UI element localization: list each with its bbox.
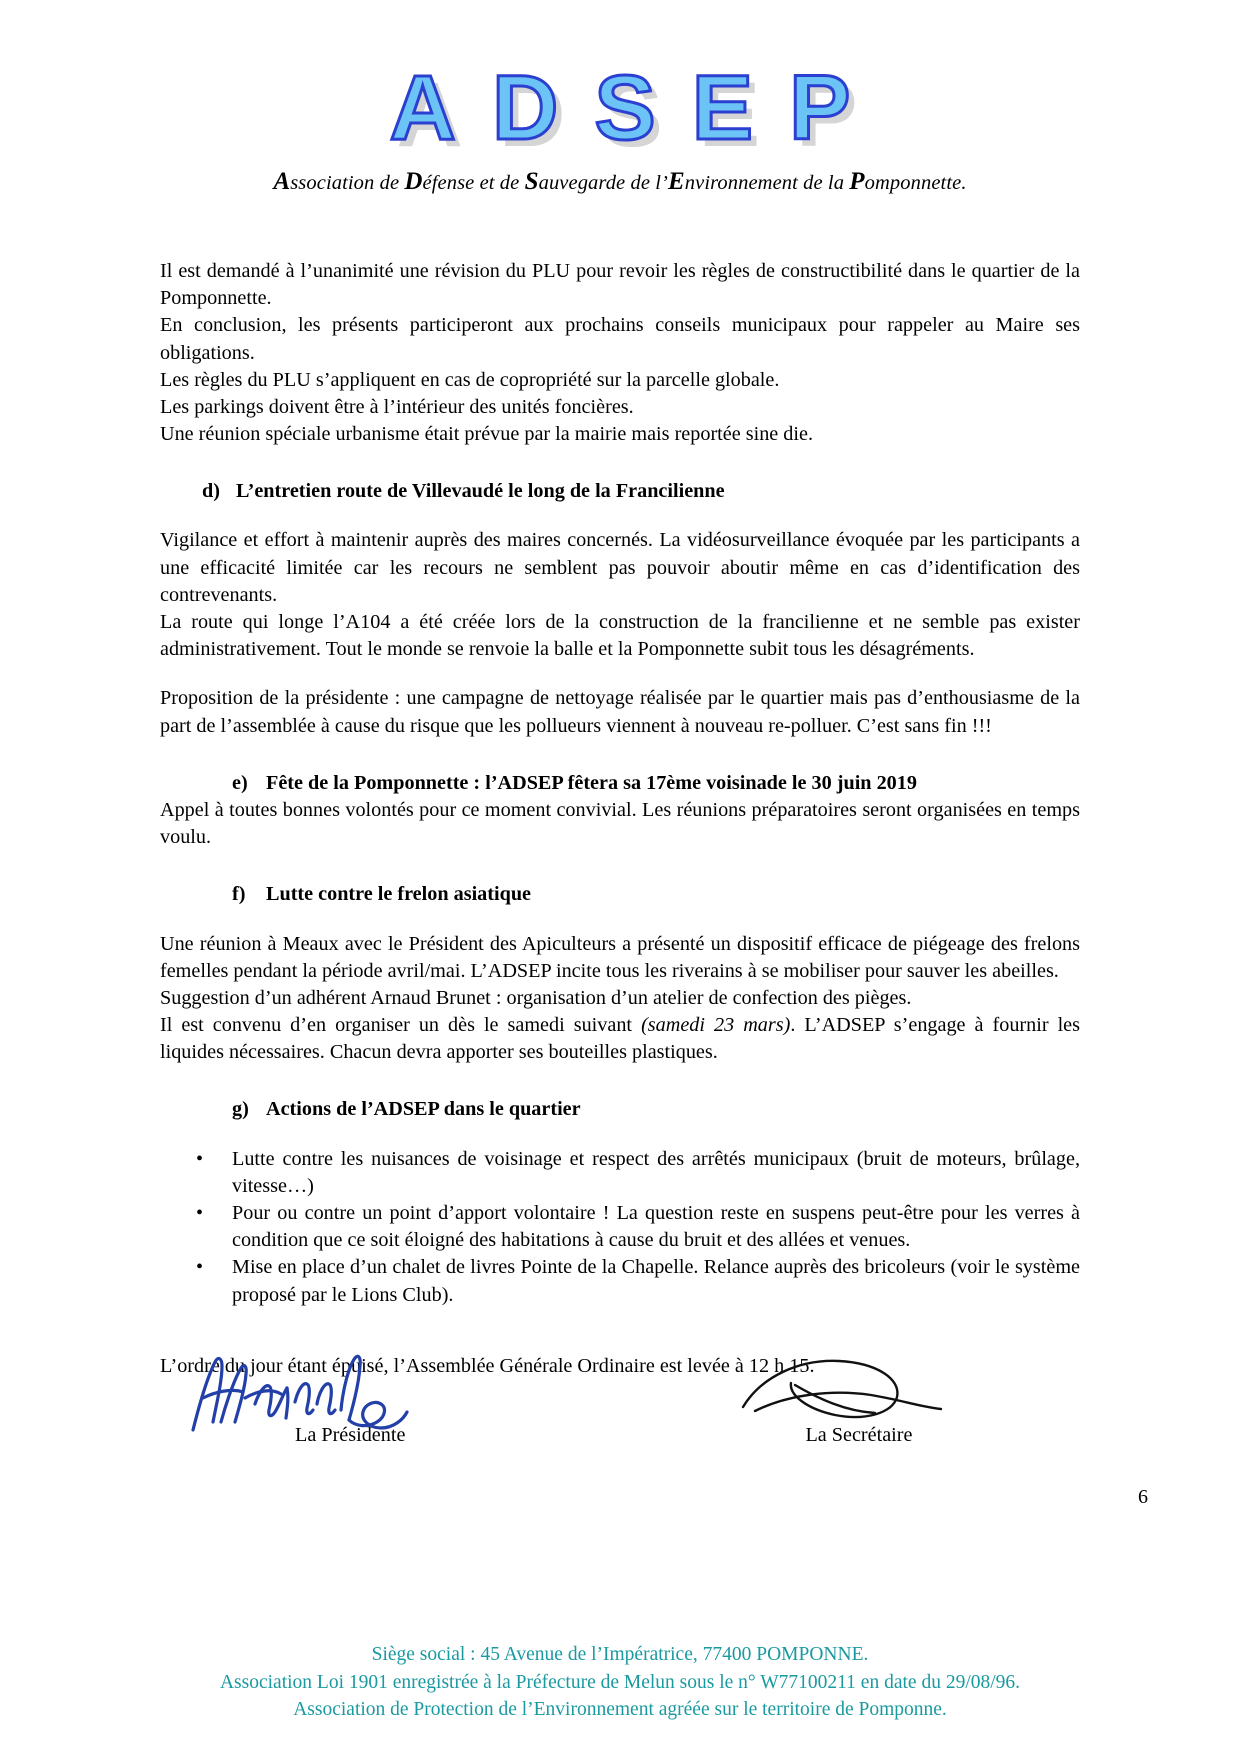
subtitle-text: Association de Défense et de Sauvegarde de l’Environnement de la Pomponnette. — [273, 168, 967, 195]
section-f-paragraph-1: Une réunion à Meaux avec le Président des Apiculteurs a présenté un dispositif efficace de piégeage des frelons femelles pendant la période avril/mai. L’ADSEP incite tous les riverains à se mobiliser pour sauver les abeilles. — [160, 932, 1080, 982]
section-heading-e — [160, 770, 1080, 797]
section-d-paragraph-2: La route qui longe l’A104 a été créée lors de la construction de la francilienne et ne semble pas exister administrativement. Tout le monde se renvoie la balle et la Pomponnette subit tous les désagréments. — [160, 610, 1080, 661]
section-title-f: Lutte contre le frelon asiatique — [266, 883, 532, 906]
president-signature-label: La Présidente — [295, 1423, 406, 1446]
secretary-signature-ink — [735, 1355, 955, 1440]
section-heading-d — [160, 478, 1080, 505]
closing-paragraph: L’ordre du jour étant épuisé, l’Assemblée Générale Ordinaire est levée à 12 h 15. — [160, 1354, 815, 1377]
secretary-signature-label: La Secrétaire — [805, 1423, 913, 1446]
adsep-logo: ADSEP — [389, 57, 887, 159]
list-item — [160, 1200, 1080, 1254]
list-item — [160, 1254, 1080, 1308]
section-title-d: L’entretien route de Villevaudé le long de la Francilienne — [236, 480, 725, 503]
intro-paragraph-4: Les parkings doivent être à l’intérieur des unités foncières. — [160, 395, 634, 418]
section-title-e: Fête de la Pomponnette : l’ADSEP fêtera sa 17ème voisinade le 30 juin 2019 — [266, 771, 917, 794]
section-d-paragraph-3: Proposition de la présidente : une campagne de nettoyage réalisée par le quartier mais pas d’enthousiasme de la part de l’assemblée à cause du risque que les pollueurs viennent à nouveau re-polluer. C’est sans fin !!! — [160, 687, 1080, 737]
section-f-p3-italic: (samedi 23 mars) — [641, 1014, 791, 1037]
section-f-p3-after: . L’ADSEP s’engage à fournir les liquides nécessaires. Chacun devra apporter ses bouteilles plastiques. — [160, 1014, 1081, 1064]
section-marker-f: f) — [232, 883, 246, 906]
president-signature-ink — [185, 1348, 445, 1443]
footer-line-1: Siège social : 45 Avenue de l’Impératrice, 77400 POMPONNE. — [371, 1643, 869, 1665]
intro-paragraph-2: En conclusion, les présents participeront aux prochains conseils municipaux pour rappeler au Maire ses obligations. — [160, 314, 1080, 364]
document-body — [160, 196, 1080, 1449]
section-f-paragraph-2: Suggestion d’un adhérent Arnaud Brunet : organisation d’un atelier de confection des pièges. — [160, 986, 912, 1009]
intro-paragraph-5: Une réunion spéciale urbanisme était prévue par la mairie mais reportée sine die. — [160, 423, 814, 446]
section-g-bullet-list — [160, 1146, 1080, 1309]
bullet-icon: • — [196, 1202, 204, 1225]
section-d-paragraph-1: Vigilance et effort à maintenir auprès des maires concernés. La vidéosurveillance évoquée par les participants a une efficacité limitée car les recours ne semblent pas pouvoir aboutir même en cas d’identification des contrevenants. — [160, 529, 1080, 606]
section-e-paragraph-1: Appel à toutes bonnes volontés pour ce moment convivial. Les réunions préparatoires seront organisées en temps voulu. — [160, 798, 1080, 849]
bullet-icon: • — [196, 1256, 204, 1279]
list-item — [160, 1146, 1080, 1200]
page-number: 6 — [1138, 1486, 1148, 1508]
footer-line-3: Association de Protection de l’Environnement agréée sur le territoire de Pomponne. — [293, 1699, 947, 1721]
section-f-paragraph-3 — [160, 1012, 1080, 1066]
section-marker-e: e) — [232, 771, 248, 794]
intro-paragraph-3: Les règles du PLU s’appliquent en cas de copropriété sur la parcelle globale. — [160, 368, 780, 391]
section-heading-g — [160, 1096, 1080, 1123]
intro-paragraph-1: Il est demandé à l’unanimité une révision du PLU pour revoir les règles de constructibilité dans le quartier de la Pomponnette. — [160, 260, 1080, 310]
list-item-text: Lutte contre les nuisances de voisinage et respect des arrêtés municipaux (bruit de moteurs, brûlage, vitesse…) — [232, 1147, 1080, 1197]
list-item-text: Mise en place d’un chalet de livres Pointe de la Chapelle. Relance auprès des bricoleurs (voir le système proposé par le Lions Club). — [232, 1256, 1080, 1306]
list-item-text: Pour ou contre un point d’apport volontaire ! La question reste en suspens peut-être pour les verres à condition que ce soit éloigné des habitations à cause du bruit et des allées et venues. — [232, 1202, 1080, 1252]
footer-line-2: Association Loi 1901 enregistrée à la Préfecture de Melun sous le n° W77100211 en date du 29/08/96. — [219, 1671, 1021, 1693]
document-footer — [0, 1641, 1240, 1724]
document-header — [0, 0, 1240, 196]
section-f-p3-before: Il est convenu d’en organiser un dès le samedi suivant — [160, 1014, 642, 1037]
association-subtitle — [0, 168, 1240, 196]
section-title-g: Actions de l’ADSEP dans le quartier — [266, 1098, 581, 1121]
section-marker-g: g) — [232, 1098, 249, 1121]
bullet-icon: • — [196, 1147, 204, 1170]
section-marker-d: d) — [202, 480, 220, 503]
section-heading-f — [160, 881, 1080, 908]
